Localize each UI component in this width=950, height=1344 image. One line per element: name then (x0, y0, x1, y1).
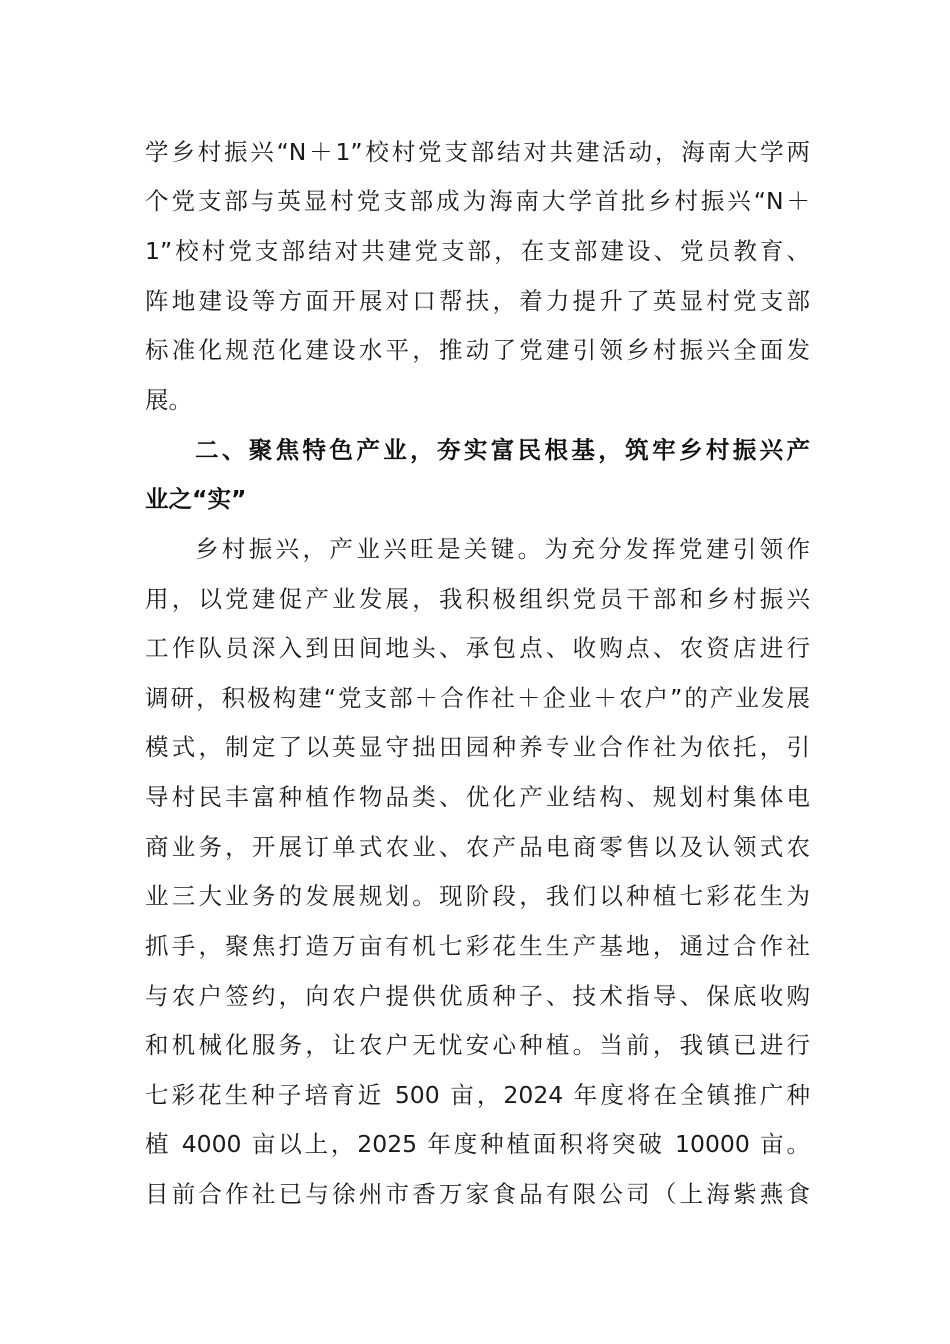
paragraph-line: 调研，积极构建“党支部＋合作社＋企业＋农户”的产业发展 (145, 684, 810, 712)
paragraph-line: 业三大业务的发展规划。现阶段，我们以种植七彩花生为 (145, 882, 810, 910)
paragraph-line: 乡村振兴，产业兴旺是关键。为充分发挥党建引领作 (195, 535, 810, 563)
paragraph-line: 标准化规范化建设水平，推动了党建引领乡村振兴全面发 (145, 336, 810, 364)
paragraph-line: 导村民丰富种植作物品类、优化产业结构、规划村集体电 (145, 783, 810, 811)
paragraph-line: 植 4000 亩以上，2025 年度种植面积将突破 10000 亩。 (145, 1130, 810, 1158)
paragraph-line: 1”校村党支部结对共建党支部，在支部建设、党员教育、 (145, 237, 810, 265)
paragraph-line: 抓手，聚焦打造万亩有机七彩花生生产基地，通过合作社 (145, 932, 810, 960)
paragraph-line: 商业务，开展订单式农业、农产品电商零售以及认领式农 (145, 833, 810, 861)
paragraph-line: 个党支部与英显村党支部成为海南大学首批乡村振兴“N＋ (145, 187, 810, 215)
paragraph-line: 目前合作社已与徐州市香万家食品有限公司（上海紫燕食 (145, 1180, 810, 1208)
heading-line: 二、聚焦特色产业，夯实富民根基，筑牢乡村振兴产 (195, 436, 810, 464)
paragraph-line: 工作队员深入到田间地头、承包点、收购点、农资店进行 (145, 634, 810, 662)
paragraph-line: 七彩花生种子培育近 500 亩，2024 年度将在全镇推广种 (145, 1081, 810, 1109)
paragraph-line: 阵地建设等方面开展对口帮扶，着力提升了英显村党支部 (145, 287, 810, 315)
paragraph-line: 用，以党建促产业发展，我积极组织党员干部和乡村振兴 (145, 585, 810, 613)
paragraph-line: 展。 (145, 386, 192, 414)
paragraph-line: 与农户签约，向农户提供优质种子、技术指导、保底收购 (145, 982, 810, 1010)
heading-line: 业之“实” (145, 485, 247, 513)
paragraph-line: 模式，制定了以英显守拙田园种养专业合作社为依托，引 (145, 733, 810, 761)
paragraph-line: 学乡村振兴“N＋1”校村党支部结对共建活动，海南大学两 (145, 138, 810, 166)
paragraph-line: 和机械化服务，让农户无忧安心种植。当前，我镇已进行 (145, 1031, 810, 1059)
